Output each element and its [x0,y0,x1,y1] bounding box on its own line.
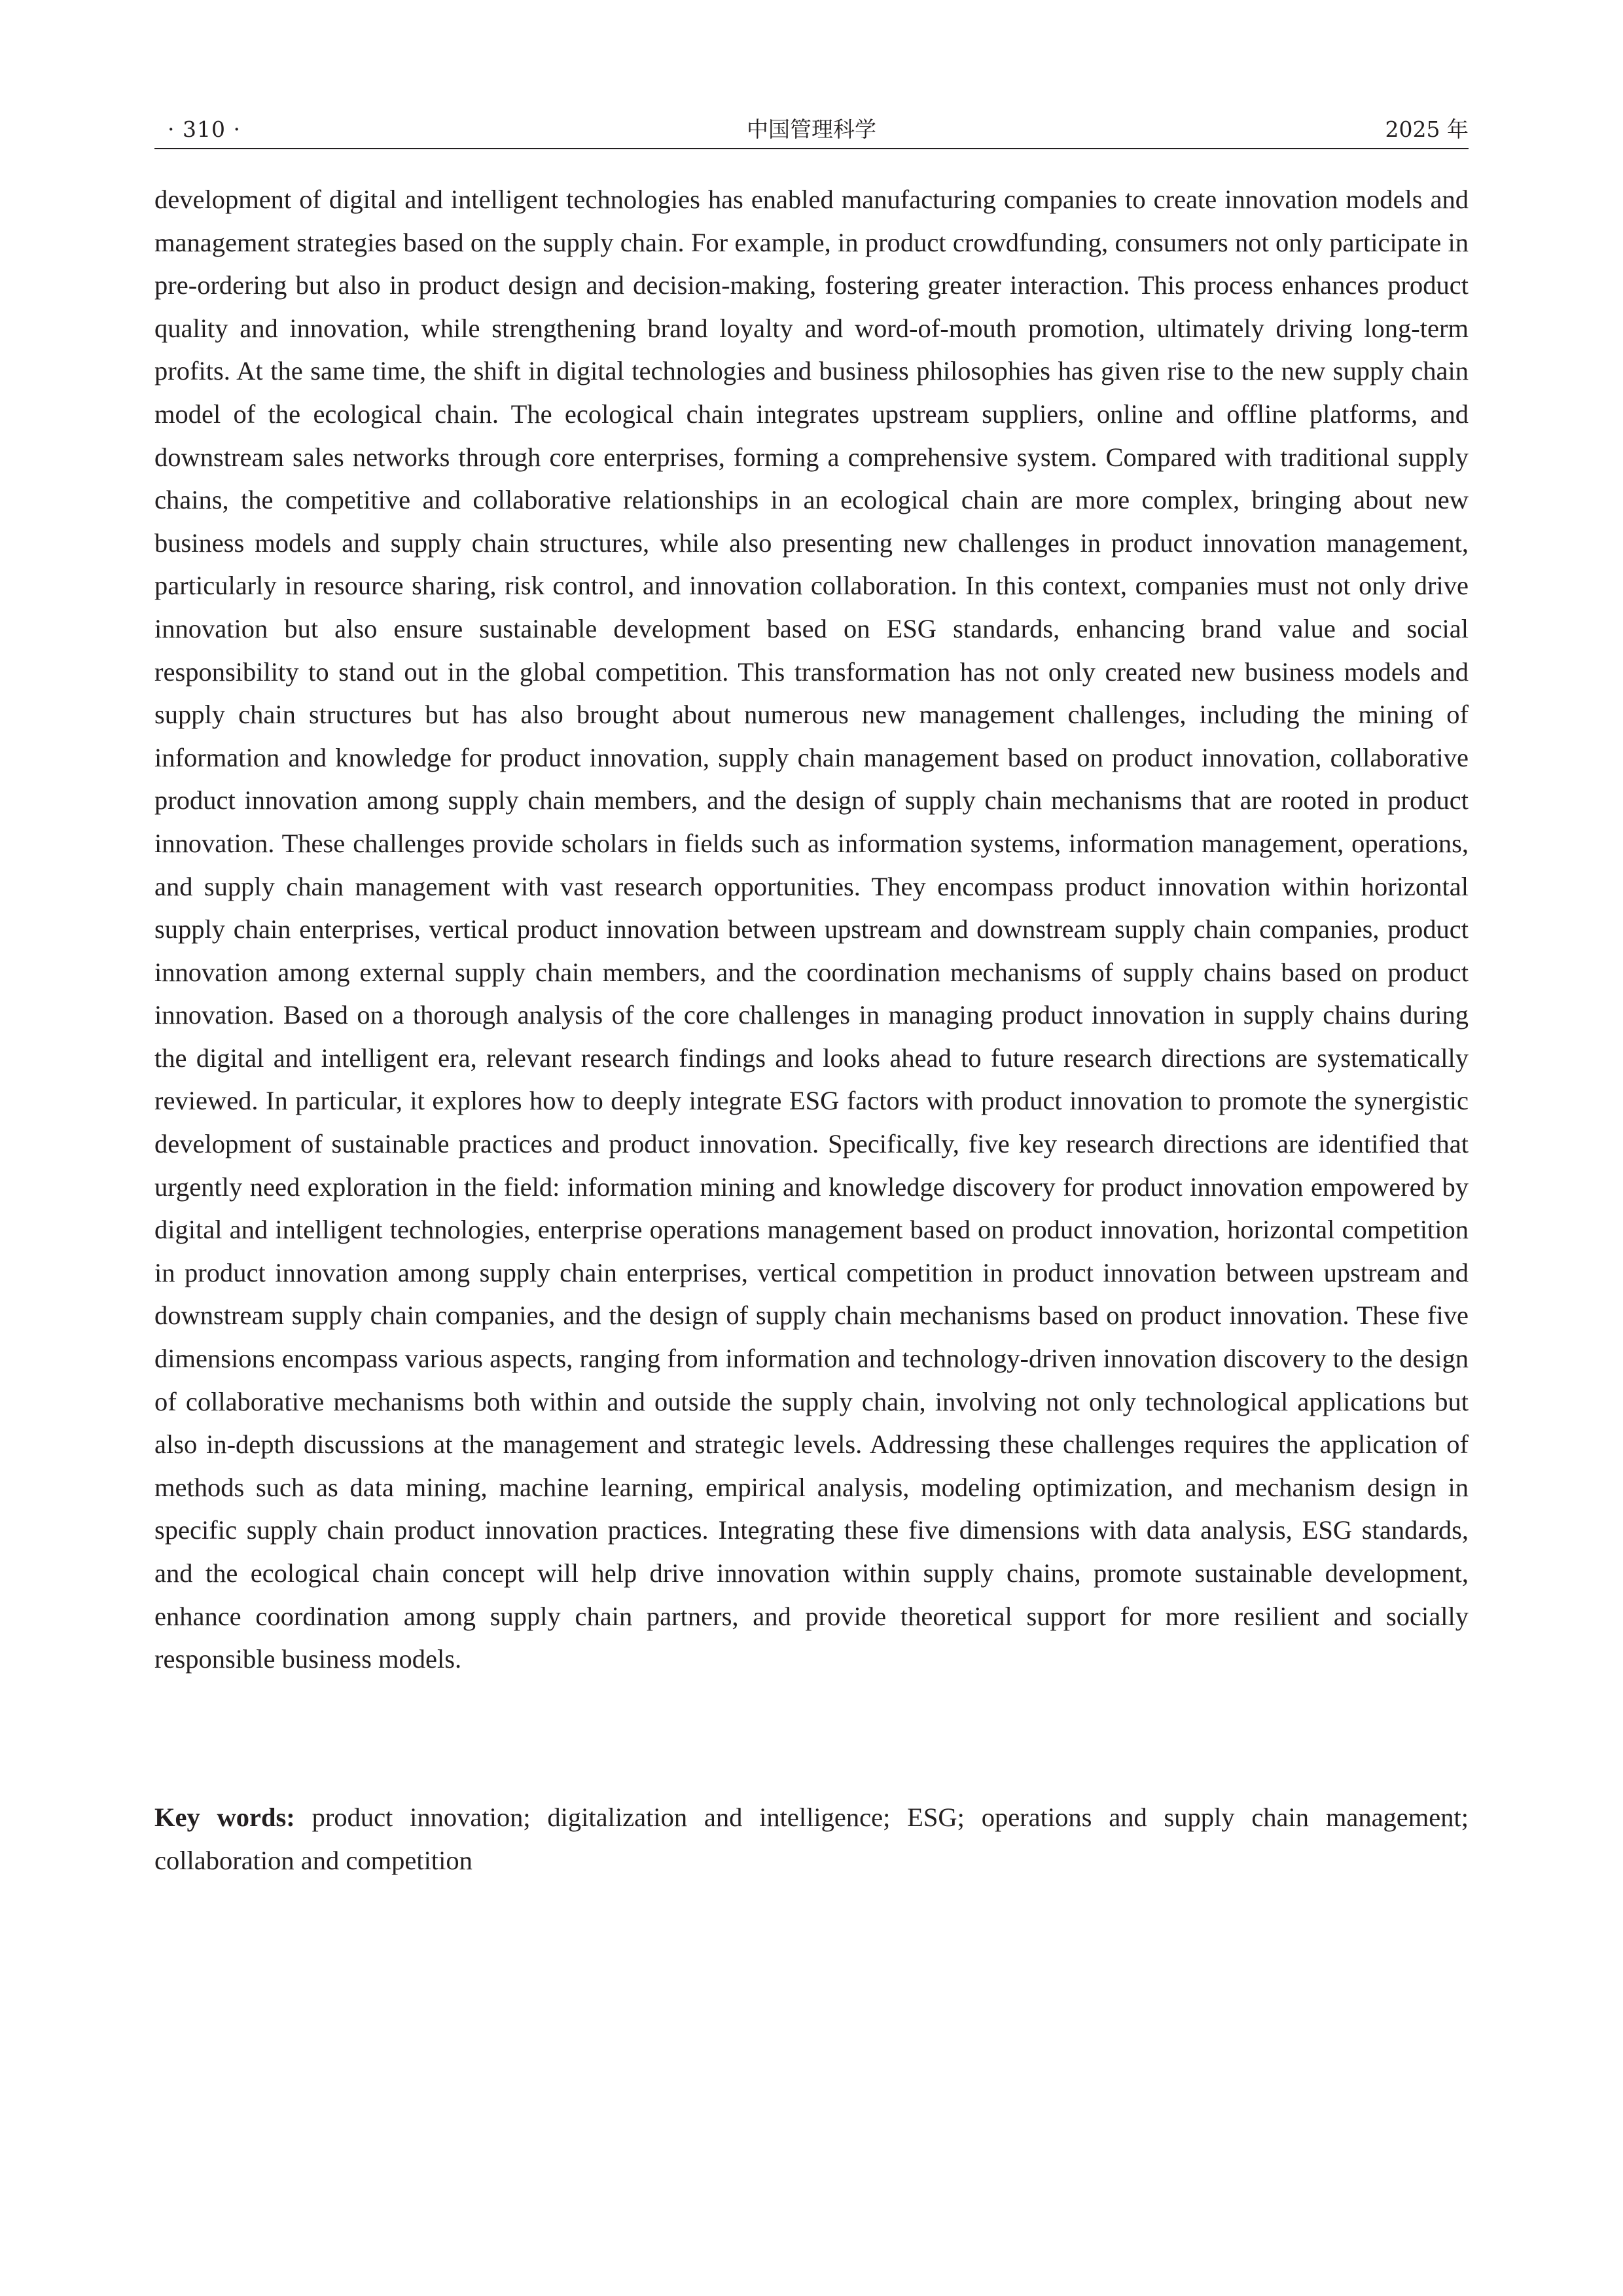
journal-title: 中国管理科学 [747,117,876,142]
keywords-text: product innovation; digitalization and intelligence; ESG; operations and supply chain management; collaboration and competition [154,1803,1469,1875]
keywords-label: Key words: [154,1803,295,1832]
abstract-paragraph: development of digital and intelligent technologies has enabled manufacturing companies to create innovation models and management strategies based on the supply chain. For example, in product crowdfunding, consumers not only participate in pre-ordering but also in product design and decision-making, fostering greater interaction. This process enhances product quality and innovation, while strengthening brand loyalty and word-of-mouth promotion, ultimately driving long-term profits. At the same time, the shift in digital technologies and business philosophies has given rise to the new supply chain model of the ecological chain. The ecological chain integrates upstream suppliers, online and offline platforms, and downstream sales networks through core enterprises, forming a comprehensive system. Compared with traditional supply chains, the competitive and collaborative relationships in an ecological chain are more complex, bringing about new business models and supply chain structures, while also presenting new challenges in product innovation management, particularly in resource sharing, risk control, and innovation collaboration. In this context, companies must not only drive innovation but also ensure sustainable development based on ESG standards, enhancing brand value and social responsibility to stand out in the global competition. This transformation has not only created new business models and supply chain structures but has also brought about numerous new management challenges, including the mining of information and knowledge for product innovation, supply chain management based on product innovation, collaborative product innovation among supply chain members, and the design of supply chain mechanisms that are rooted in product innovation. These challenges provide scholars in fields such as information systems, information management, operations, and supply chain management with vast research opportunities. They encompass product innovation within horizontal supply chain enterprises, vertical product innovation between upstream and downstream supply chain companies, product innovation among external supply chain members, and the coordination mechanisms of supply chains based on product innovation. Based on a thorough analysis of the core challenges in managing product innovation in supply chains during the digital and intelligent era, relevant research findings and looks ahead to future research directions are systematically reviewed. In particular, it explores how to deeply integrate ESG factors with product innovation to promote the synergistic development of sustainable practices and product innovation. Specifically, five key research directions are identified that urgently need exploration in the field: information mining and knowledge discovery for product innovation empowered by digital and intelligent technologies, enterprise operations management based on product innovation, horizontal competition in product innovation among supply chain enterprises, vertical competition in product innovation between upstream and downstream supply chain companies, and the design of supply chain mechanisms based on product innovation. These five dimensions encompass various aspects, ranging from information and technology-driven innovation discovery to the design of collaborative mechanisms both within and outside the supply chain, involving not only technological applications but also in-depth discussions at the management and strategic levels. Addressing these challenges requires the application of methods such as data mining, machine learning, empirical analysis, modeling optimization, and mechanism design in specific supply chain product innovation practices. Integrating these five dimensions with data analysis, ESG standards, and the ecological chain concept will help drive innovation within supply chains, promote sustainable development, enhance coordination among supply chain partners, and provide theoretical support for more resilient and socially responsible business models. [154,185,1469,1674]
running-header [154,115,1469,149]
keywords-line [154,1796,1469,1882]
publication-year: 2025 年 [1385,117,1469,142]
page-number: · 310 · [168,117,241,142]
